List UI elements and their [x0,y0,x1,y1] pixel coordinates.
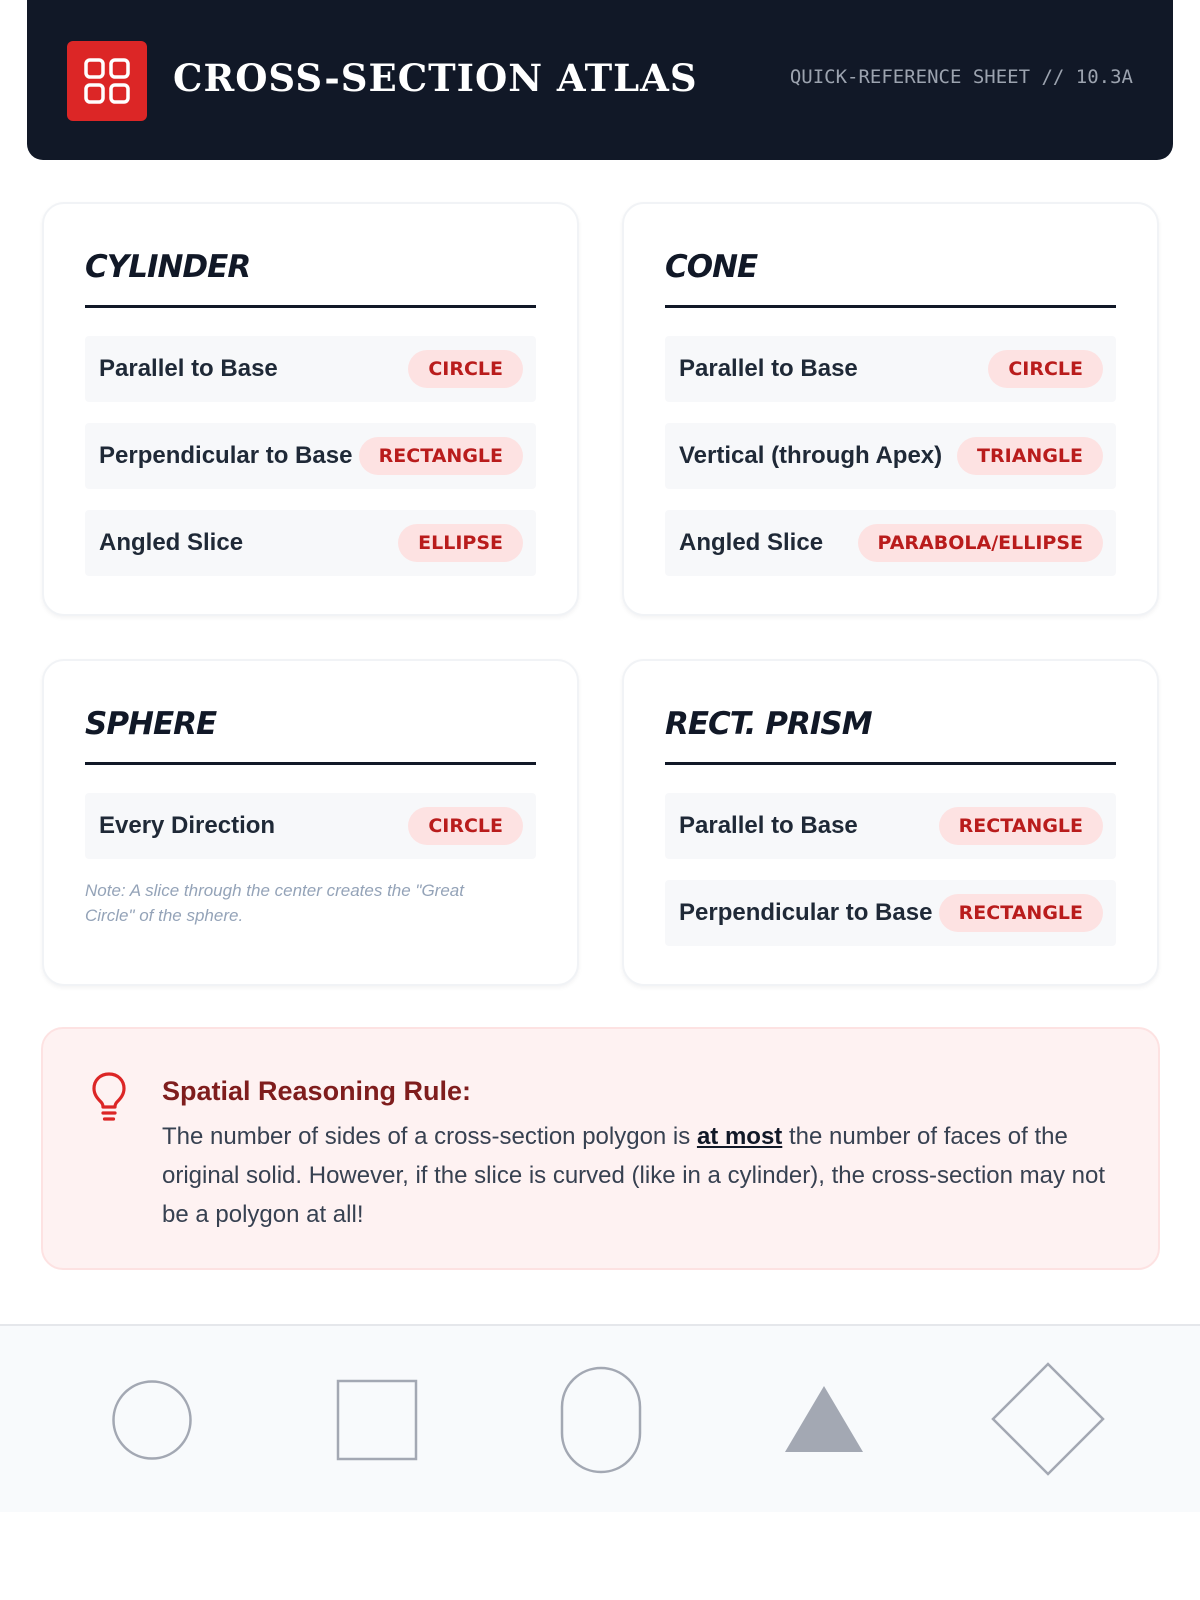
slice-direction: Parallel to Base [99,355,278,382]
rule-text-start: The number of sides of a cross-section polygon is [162,1123,697,1150]
page-title: CROSS-SECTION ATLAS [173,56,698,100]
card-sphere [42,659,579,986]
shape-badge: CIRCLE [408,350,523,388]
section-row [665,336,1116,402]
shape-badge: RECTANGLE [359,437,523,475]
slice-direction: Angled Slice [99,529,244,556]
shape-badge: CIRCLE [408,807,523,845]
capsule-icon [560,1366,642,1474]
section-row [85,336,536,402]
lightbulb-icon [91,1071,127,1128]
section-row [665,423,1116,489]
sheet-subtitle: QUICK-REFERENCE SHEET // 10.3A [789,66,1133,88]
slice-direction: Perpendicular to Base [99,442,353,469]
card-cone [622,202,1159,616]
shape-badge: CIRCLE [988,350,1103,388]
slice-direction: Perpendicular to Base [679,899,933,926]
shape-footer [0,1324,1200,1512]
section-row [665,793,1116,859]
square-icon [336,1379,418,1461]
section-row [85,793,536,859]
slice-direction: Parallel to Base [679,355,858,382]
card-title: CONE [665,247,1116,308]
rule-text-end: the number of faces of the original solid. However, if the slice is curved (like in a cylinder), the cross-section may not be a polygon at all! [162,1123,1106,1228]
rule-callout [41,1027,1160,1270]
slice-direction: Vertical (through Apex) [679,442,943,469]
grid-icon [67,41,147,121]
section-row [85,423,536,489]
slice-direction: Angled Slice [679,529,824,556]
section-row [665,880,1116,946]
triangle-icon [783,1384,865,1454]
shape-badge: TRIANGLE [957,437,1103,475]
rule-title: Spatial Reasoning Rule: [162,1076,472,1106]
card-title: RECT. PRISM [665,704,1116,765]
diamond-icon [991,1362,1105,1476]
card-rect-prism [622,659,1159,986]
great-circle-note: Note: A slice through the center creates the "Great Circle" of the sphere. [85,881,464,925]
card-cylinder [42,202,579,616]
shape-badge: RECTANGLE [939,894,1103,932]
section-row [85,510,536,576]
slice-direction: Every Direction [99,812,276,839]
shape-badge: RECTANGLE [939,807,1103,845]
rule-emphasis: at most [696,1123,783,1150]
slice-direction: Parallel to Base [679,812,858,839]
shape-badge: ELLIPSE [398,524,523,562]
page-header [27,0,1173,160]
shape-badge: PARABOLA/ELLIPSE [858,524,1103,562]
card-title: CYLINDER [85,247,536,308]
circle-icon [111,1379,193,1461]
rule-text [162,1117,1122,1234]
card-title: SPHERE [85,704,536,765]
section-row [665,510,1116,576]
